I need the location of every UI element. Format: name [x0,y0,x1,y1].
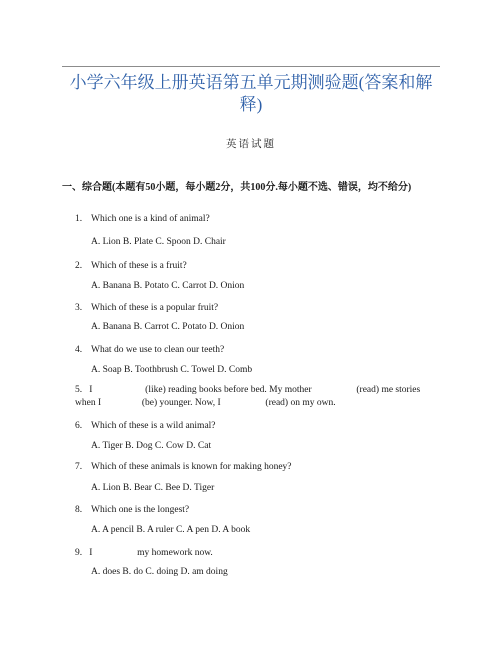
question-text: Which of these is a fruit? [91,261,187,271]
question-number: 3. [75,303,83,313]
question-number: 2. [75,261,83,271]
question-number: 1. [75,214,83,224]
section-heading: 一、综合题(本题有50小题，每小题2分，共100分.每小题不选、错误，均不给分) [62,182,412,193]
question-text: I [89,385,93,395]
question-5-line-2 [75,397,445,410]
question-text: (be) younger. Now, I [141,398,221,408]
question-text: I [89,548,93,558]
question-5-line-1 [75,384,445,397]
question-text: when I [75,398,102,408]
question-2-options: A. Banana B. Potato C. Carrot D. Onion [91,281,245,291]
question-text: (like) reading books before bed. My mother [145,385,312,395]
question-4-options: A. Soap B. Toothbrush C. Towel D. Comb [91,365,253,375]
document-title: 小学六年级上册英语第五单元期测验题(答案和解释) [69,73,433,114]
question-text: (read) on my own. [265,398,336,408]
question-number: 9. [75,548,83,558]
question-number: 7. [75,462,83,472]
question-text: Which one is the longest? [91,505,190,515]
question-7-options: A. Lion B. Bear C. Bee D. Tiger [91,483,215,493]
question-5 [75,384,445,410]
question-text: Which of these is a popular fruit? [91,303,219,313]
question-text: my homework now. [137,548,213,558]
question-text: (read) me stories [356,385,421,395]
question-9-options: A. does B. do C. doing D. am doing [91,567,228,577]
question-number: 4. [75,345,83,355]
question-3-options: A. Banana B. Carrot C. Potato D. Onion [91,322,245,332]
document-subtitle: 英语试题 [226,139,276,150]
question-text: Which one is a kind of animal? [91,214,210,224]
question-1-options: A. Lion B. Plate C. Spoon D. Chair [91,237,226,247]
question-number: 5. [75,385,83,395]
question-number: 8. [75,505,83,515]
question-text: Which of these animals is known for making honey? [91,462,292,472]
question-6-options: A. Tiger B. Dog C. Cow D. Cat [91,441,212,451]
question-number: 6. [75,421,83,431]
question-8-options: A. A pencil B. A ruler C. A pen D. A book [91,525,251,535]
question-text: What do we use to clean our teeth? [91,345,225,355]
question-9 [75,548,213,558]
question-text: Which of these is a wild animal? [91,421,216,431]
header-rule [62,66,440,67]
